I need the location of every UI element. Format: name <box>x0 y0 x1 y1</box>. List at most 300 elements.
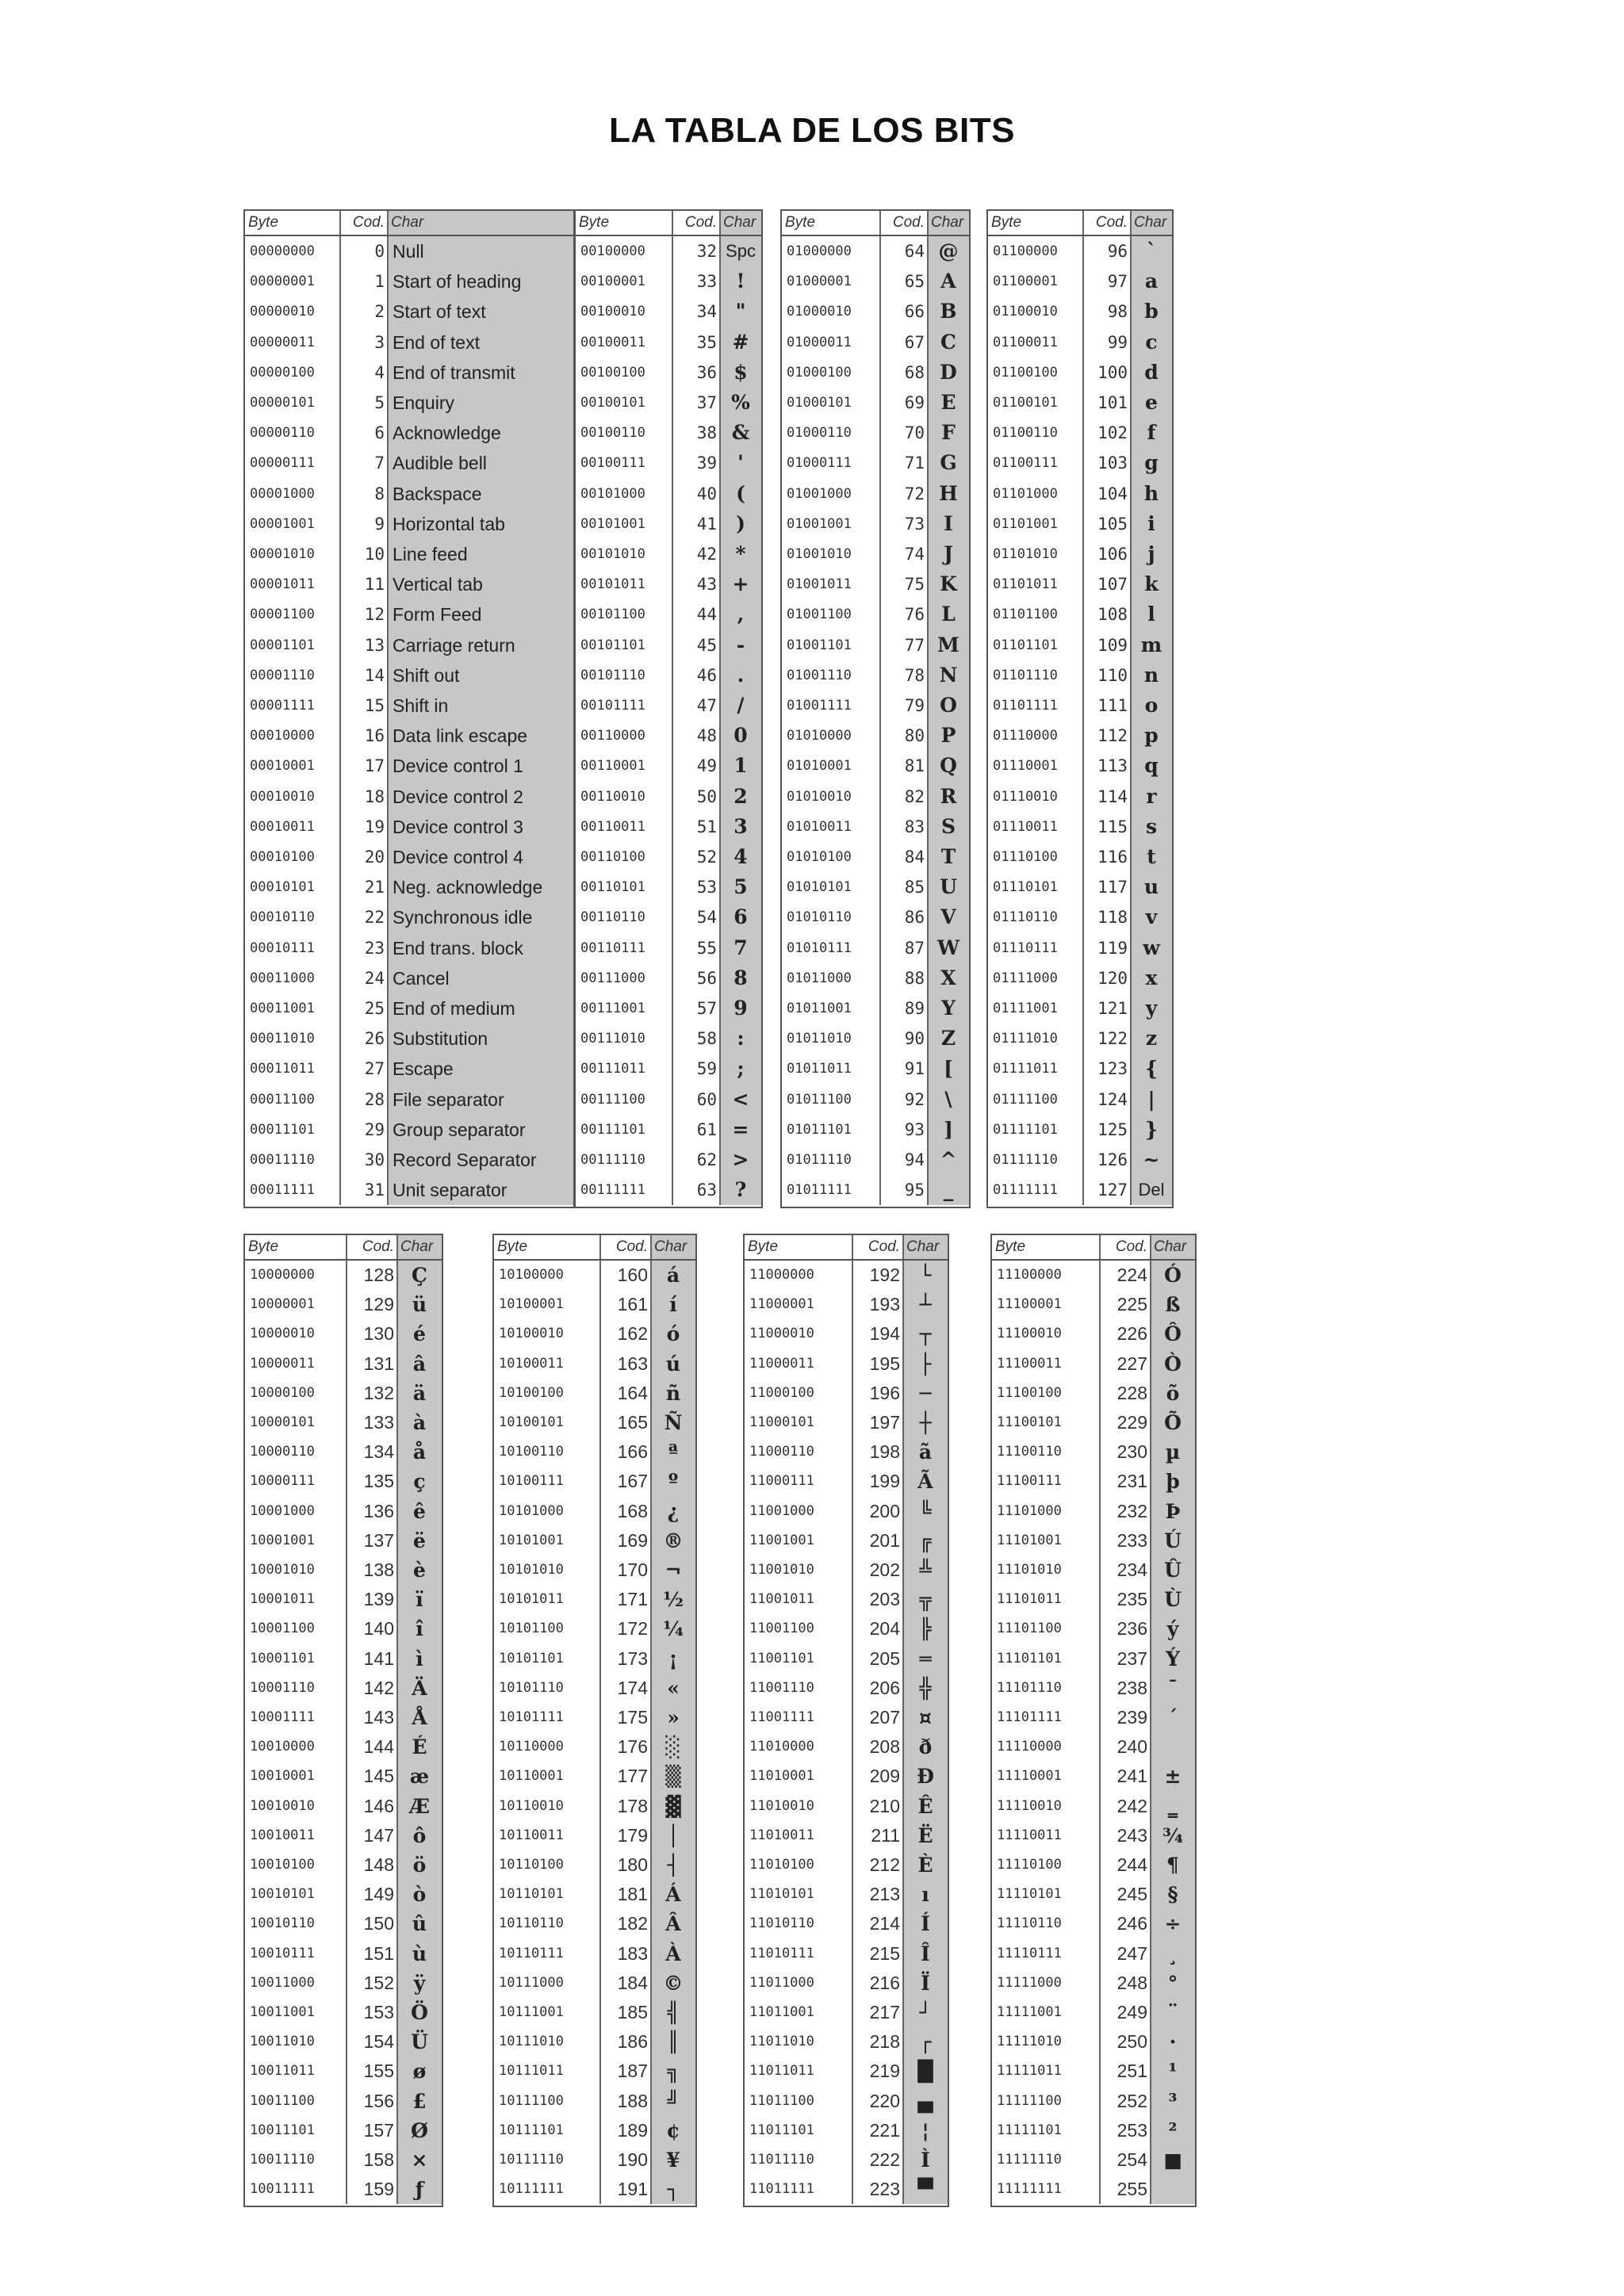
char-cell: # <box>720 327 761 358</box>
table-row <box>494 1762 695 1791</box>
column-divider <box>346 1261 347 2204</box>
code-cell: 108 <box>1097 605 1128 625</box>
code-cell: 47 <box>696 696 717 715</box>
byte-cell: 01100000 <box>993 243 1058 259</box>
char-cell: £ <box>397 2087 442 2116</box>
byte-cell: 00100100 <box>580 364 645 381</box>
byte-cell: 01100011 <box>993 334 1058 350</box>
byte-cell: 00100000 <box>580 243 645 259</box>
table-row <box>576 569 761 599</box>
table-row <box>494 1644 695 1674</box>
char-cell: ù <box>397 1939 442 1969</box>
code-cell: 235 <box>1116 1589 1147 1610</box>
char-cell: n <box>1131 660 1172 691</box>
byte-cell: 01000111 <box>787 455 852 472</box>
table-header <box>245 211 573 236</box>
char-cell: ¢ <box>651 2116 695 2145</box>
code-cell: 180 <box>617 1854 648 1875</box>
byte-cell: 10111000 <box>499 1974 564 1991</box>
char-cell: ╩ <box>903 1556 948 1585</box>
code-cell: 17 <box>364 756 385 776</box>
byte-cell: 11110101 <box>997 1886 1062 1903</box>
table-row <box>782 448 969 478</box>
code-cell: 100 <box>1097 362 1128 382</box>
code-cell: 45 <box>696 635 717 655</box>
code-cell: 117 <box>1097 878 1128 897</box>
byte-cell: 00011011 <box>250 1061 315 1077</box>
column-divider <box>1130 236 1132 1205</box>
byte-cell: 11001110 <box>749 1679 814 1696</box>
char-cell: ╔ <box>903 1526 948 1556</box>
table-row <box>245 1762 442 1791</box>
code-cell: 13 <box>364 635 385 655</box>
code-cell: 127 <box>1097 1181 1128 1200</box>
char-cell: W <box>928 933 969 963</box>
table-row <box>745 2057 948 2086</box>
code-cell: 15 <box>364 696 385 715</box>
char-cell: Ù <box>1151 1585 1195 1614</box>
table-row <box>988 1175 1172 1205</box>
table-row <box>745 1497 948 1526</box>
table-row <box>494 1437 695 1467</box>
byte-cell: 11000010 <box>749 1326 814 1342</box>
code-cell: 22 <box>364 908 385 928</box>
table-row <box>245 1175 573 1205</box>
byte-cell: 00011111 <box>250 1182 315 1199</box>
char-cell: . <box>720 660 761 691</box>
char-cell: â <box>397 1349 442 1379</box>
byte-cell: 00011101 <box>250 1121 315 1138</box>
byte-cell: 00110001 <box>580 758 645 775</box>
byte-cell: 11011101 <box>749 2122 814 2138</box>
char-cell: × <box>397 2145 442 2175</box>
byte-header: Byte <box>748 1238 779 1255</box>
char-cell: ─ <box>903 1379 948 1408</box>
byte-cell: 01101111 <box>993 698 1058 714</box>
code-cell: 237 <box>1116 1647 1147 1669</box>
table-row <box>745 1467 948 1496</box>
byte-cell: 00001110 <box>250 667 315 683</box>
char-cell: $ <box>720 358 761 388</box>
byte-cell: 11000100 <box>749 1384 814 1401</box>
byte-cell: 10110010 <box>499 1797 564 1814</box>
code-cell: 38 <box>696 423 717 443</box>
table-row <box>745 1379 948 1408</box>
byte-cell: 10100011 <box>499 1355 564 1372</box>
code-cell: 110 <box>1097 665 1128 685</box>
byte-cell: 00001001 <box>250 515 315 532</box>
char-cell: } <box>1131 1115 1172 1145</box>
header-divider <box>672 211 673 235</box>
table-row <box>988 1054 1172 1084</box>
table-row <box>245 812 573 842</box>
ascii-table-5 <box>243 1234 443 2207</box>
code-cell: 71 <box>904 453 925 473</box>
code-cell: 34 <box>696 302 717 322</box>
table-row <box>782 1175 969 1205</box>
table-row <box>782 963 969 993</box>
table-row <box>245 933 573 963</box>
table-row <box>576 993 761 1024</box>
code-cell: 4 <box>374 362 385 382</box>
byte-cell: 11100010 <box>997 1326 1062 1342</box>
code-cell: 109 <box>1097 635 1128 655</box>
code-cell: 238 <box>1116 1677 1147 1698</box>
byte-cell: 11101011 <box>997 1591 1062 1608</box>
column-divider <box>396 1261 398 2204</box>
char-cell: ~ <box>1131 1145 1172 1175</box>
code-cell: 70 <box>904 423 925 443</box>
char-cell: Backspace <box>388 479 573 509</box>
char-cell <box>1151 1732 1195 1762</box>
byte-cell: 01011001 <box>787 1001 852 1016</box>
table-row <box>494 1792 695 1821</box>
char-cell: ║ <box>651 2027 695 2057</box>
column-divider <box>387 236 389 1205</box>
code-cell: 55 <box>696 938 717 958</box>
code-cell: 104 <box>1097 484 1128 503</box>
byte-cell: 10000111 <box>250 1473 315 1490</box>
char-cell: Horizontal tab <box>388 509 573 539</box>
byte-cell: 01010000 <box>787 728 852 744</box>
char-cell: H <box>928 479 969 509</box>
code-cell: 87 <box>904 938 925 958</box>
byte-cell: 01110111 <box>993 939 1058 956</box>
table-row <box>782 358 969 388</box>
char-cell: Neg. acknowledge <box>388 872 573 902</box>
char-cell: 9 <box>720 993 761 1024</box>
ascii-table-2 <box>574 209 763 1208</box>
byte-cell: 00101011 <box>580 576 645 593</box>
byte-cell: 11100110 <box>997 1444 1062 1460</box>
code-cell: 247 <box>1116 1942 1147 1964</box>
ascii-table-6 <box>492 1234 697 2207</box>
code-cell: 123 <box>1097 1059 1128 1079</box>
byte-cell: 01001101 <box>787 637 852 653</box>
char-cell: O <box>928 691 969 721</box>
code-cell: 106 <box>1097 545 1128 564</box>
table-row <box>745 1437 948 1467</box>
table-row <box>782 509 969 539</box>
header-divider <box>1150 1235 1151 1259</box>
char-cell: + <box>720 569 761 599</box>
code-cell: 121 <box>1097 999 1128 1018</box>
column-divider <box>339 236 341 1205</box>
byte-cell: 00100010 <box>580 304 645 320</box>
code-cell: 90 <box>904 1029 925 1049</box>
table-row <box>992 1290 1195 1319</box>
byte-cell: 10010110 <box>250 1915 315 1932</box>
code-cell: 190 <box>617 2149 648 2170</box>
byte-cell: 11111001 <box>997 2004 1062 2020</box>
table-row <box>245 1437 442 1467</box>
table-row <box>745 2027 948 2057</box>
char-cell: Start of text <box>388 297 573 327</box>
byte-cell: 11101100 <box>997 1621 1062 1637</box>
byte-cell: 10000110 <box>250 1444 315 1460</box>
code-cell: 255 <box>1116 2179 1147 2200</box>
byte-cell: 00011110 <box>250 1152 315 1168</box>
code-cell: 80 <box>904 726 925 746</box>
char-cell: þ <box>1151 1467 1195 1496</box>
table-row <box>992 1998 1195 2027</box>
byte-cell: 00110000 <box>580 728 645 744</box>
code-cell: 229 <box>1116 1412 1147 1433</box>
table-row <box>988 599 1172 629</box>
byte-cell: 01001010 <box>787 546 852 562</box>
char-cell: ¶ <box>1151 1850 1195 1880</box>
byte-cell: 11010100 <box>749 1857 814 1873</box>
code-cell: 124 <box>1097 1089 1128 1109</box>
char-cell: ‗ <box>1151 1792 1195 1821</box>
table-row <box>576 358 761 388</box>
char-cell: ´ <box>1151 1703 1195 1732</box>
byte-cell: 11110100 <box>997 1857 1062 1873</box>
header-divider <box>650 1235 652 1259</box>
char-cell: ÿ <box>397 1969 442 1998</box>
table-row <box>245 479 573 509</box>
byte-cell: 10000000 <box>250 1267 315 1283</box>
code-cell: 3 <box>374 332 385 352</box>
byte-cell: 01011010 <box>787 1031 852 1047</box>
char-cell: " <box>720 297 761 327</box>
code-cell: 245 <box>1116 1884 1147 1905</box>
byte-cell: 00100001 <box>580 274 645 290</box>
table-row <box>245 1792 442 1821</box>
byte-cell: 01100001 <box>993 274 1058 290</box>
code-cell: 194 <box>869 1323 900 1345</box>
code-cell: 1 <box>374 272 385 292</box>
code-cell: 223 <box>869 2179 900 2200</box>
byte-cell: 00110101 <box>580 879 645 896</box>
char-cell: ¦ <box>903 2116 948 2145</box>
char-cell: ß <box>1151 1290 1195 1319</box>
byte-cell: 00011010 <box>250 1031 315 1047</box>
code-cell: 31 <box>364 1181 385 1200</box>
byte-cell: 01111010 <box>993 1031 1058 1047</box>
char-cell: │ <box>651 1821 695 1850</box>
table-row <box>576 872 761 902</box>
code-cell: 217 <box>869 2002 900 2022</box>
code-cell: 25 <box>364 999 385 1018</box>
column-divider <box>1082 236 1084 1205</box>
char-cell: w <box>1131 933 1172 963</box>
code-cell: 136 <box>363 1500 394 1521</box>
byte-cell: 00001111 <box>250 698 315 714</box>
table-row <box>992 1379 1195 1408</box>
byte-cell: 01110000 <box>993 728 1058 744</box>
code-cell: 40 <box>696 484 717 503</box>
char-cell: Group separator <box>388 1115 573 1145</box>
code-cell: 234 <box>1116 1559 1147 1580</box>
table-row <box>992 1880 1195 1909</box>
byte-cell: 10110100 <box>499 1857 564 1873</box>
byte-cell: 10011110 <box>250 2152 315 2168</box>
code-cell: 236 <box>1116 1618 1147 1640</box>
code-cell: 24 <box>364 968 385 988</box>
char-cell: U <box>928 872 969 902</box>
byte-cell: 01111101 <box>993 1121 1058 1138</box>
table-row <box>245 1644 442 1674</box>
header-divider <box>719 211 721 235</box>
code-cell: 23 <box>364 938 385 958</box>
table-row <box>245 1290 442 1319</box>
ascii-table-8 <box>990 1234 1197 2207</box>
char-cell: å <box>397 1437 442 1467</box>
char-cell: S <box>928 812 969 842</box>
table-row <box>745 1261 948 1290</box>
table-row <box>245 1998 442 2027</box>
byte-cell: 10111010 <box>499 2034 564 2050</box>
code-cell: 21 <box>364 878 385 897</box>
char-cell: N <box>928 660 969 691</box>
char-cell: ¡ <box>651 1644 695 1674</box>
char-cell: ┼ <box>903 1408 948 1437</box>
table-row <box>245 1408 442 1437</box>
byte-cell: 01000100 <box>787 364 852 381</box>
byte-header: Byte <box>248 1238 279 1255</box>
char-cell: 7 <box>720 933 761 963</box>
byte-cell: 01000110 <box>787 425 852 442</box>
char-cell: m <box>1131 630 1172 660</box>
char-cell: ¹ <box>1151 2057 1195 2086</box>
header-divider <box>1130 211 1132 235</box>
byte-cell: 01101100 <box>993 607 1058 623</box>
byte-cell: 10100111 <box>499 1473 564 1490</box>
byte-cell: 00101010 <box>580 546 645 562</box>
char-cell: é <box>397 1319 442 1349</box>
table-row <box>494 1319 695 1349</box>
cod-header: Cod. <box>1115 1238 1147 1255</box>
table-body <box>992 1261 1195 2204</box>
table-row <box>745 1880 948 1909</box>
byte-cell: 00111001 <box>580 1001 645 1016</box>
char-cell: File separator <box>388 1085 573 1115</box>
char-cell: ð <box>903 1732 948 1762</box>
byte-cell: 11111110 <box>997 2152 1062 2168</box>
table-row <box>745 1408 948 1437</box>
table-row <box>576 933 761 963</box>
byte-cell: 01101110 <box>993 667 1058 683</box>
char-cell: è <box>397 1556 442 1585</box>
byte-cell: 11001101 <box>749 1650 814 1667</box>
table-row <box>245 418 573 448</box>
byte-cell: 10100010 <box>499 1326 564 1342</box>
code-cell: 0 <box>374 242 385 261</box>
table-row <box>576 418 761 448</box>
table-row <box>576 266 761 297</box>
byte-cell: 11101000 <box>997 1502 1062 1519</box>
table-row <box>782 1115 969 1145</box>
code-cell: 14 <box>364 665 385 685</box>
char-cell: º <box>651 1467 695 1496</box>
code-cell: 220 <box>869 2090 900 2111</box>
char-cell: Ø <box>397 2116 442 2145</box>
char-cell: ƒ <box>397 2175 442 2204</box>
code-cell: 243 <box>1116 1824 1147 1846</box>
table-row <box>782 327 969 358</box>
header-divider <box>396 1235 398 1259</box>
code-cell: 149 <box>363 1884 394 1905</box>
table-row <box>992 2027 1195 2057</box>
code-cell: 48 <box>696 726 717 746</box>
code-cell: 107 <box>1097 575 1128 595</box>
byte-cell: 00000010 <box>250 304 315 320</box>
code-cell: 132 <box>363 1382 394 1403</box>
byte-cell: 10000001 <box>250 1296 315 1313</box>
table-row <box>245 1556 442 1585</box>
char-cell: ░ <box>651 1732 695 1762</box>
column-divider <box>599 1261 601 2204</box>
char-cell: ¸ <box>1151 1939 1195 1969</box>
byte-cell: 01000010 <box>787 304 852 320</box>
char-cell: ¯ <box>1151 1674 1195 1703</box>
char-cell: ½ <box>651 1585 695 1614</box>
code-cell: 81 <box>904 756 925 776</box>
table-row <box>988 509 1172 539</box>
table-row <box>988 993 1172 1024</box>
char-cell: < <box>720 1085 761 1115</box>
code-cell: 53 <box>696 878 717 897</box>
table-row <box>745 1939 948 1969</box>
table-row <box>576 1115 761 1145</box>
code-cell: 228 <box>1116 1382 1147 1403</box>
byte-cell: 11000111 <box>749 1473 814 1490</box>
table-row <box>245 872 573 902</box>
table-row <box>992 1585 1195 1614</box>
table-row <box>576 691 761 721</box>
char-cell: Ë <box>903 1821 948 1850</box>
table-row <box>745 1614 948 1644</box>
code-cell: 5 <box>374 393 385 412</box>
byte-cell: 01110100 <box>993 849 1058 865</box>
char-cell: À <box>651 1939 695 1969</box>
table-row <box>576 842 761 872</box>
byte-cell: 01000011 <box>787 334 852 350</box>
code-cell: 9 <box>374 514 385 534</box>
table-row <box>988 842 1172 872</box>
byte-cell: 00001000 <box>250 485 315 502</box>
code-cell: 219 <box>869 2061 900 2082</box>
code-cell: 209 <box>869 1766 900 1787</box>
code-cell: 195 <box>869 1353 900 1374</box>
code-cell: 148 <box>363 1854 394 1875</box>
char-cell: Q <box>928 751 969 781</box>
ascii-table-3 <box>780 209 971 1208</box>
char-header: Char <box>1131 211 1172 235</box>
cod-header: Cod. <box>615 1238 648 1255</box>
char-cell: ┌ <box>903 2027 948 2057</box>
code-cell: 248 <box>1116 1972 1147 1993</box>
table-row <box>988 933 1172 963</box>
table-row <box>494 1674 695 1703</box>
table-row <box>988 236 1172 266</box>
byte-cell: 11000000 <box>749 1267 814 1283</box>
table-row <box>782 1145 969 1175</box>
table-row <box>745 1644 948 1674</box>
byte-cell: 00110110 <box>580 909 645 926</box>
byte-cell: 01110010 <box>993 788 1058 805</box>
char-cell: / <box>720 691 761 721</box>
code-cell: 188 <box>617 2090 648 2111</box>
char-cell: ó <box>651 1319 695 1349</box>
table-row <box>745 1674 948 1703</box>
code-cell: 240 <box>1116 1736 1147 1758</box>
code-cell: 63 <box>696 1181 717 1200</box>
code-cell: 44 <box>696 605 717 625</box>
byte-cell: 11010110 <box>749 1915 814 1932</box>
table-row <box>782 1024 969 1054</box>
